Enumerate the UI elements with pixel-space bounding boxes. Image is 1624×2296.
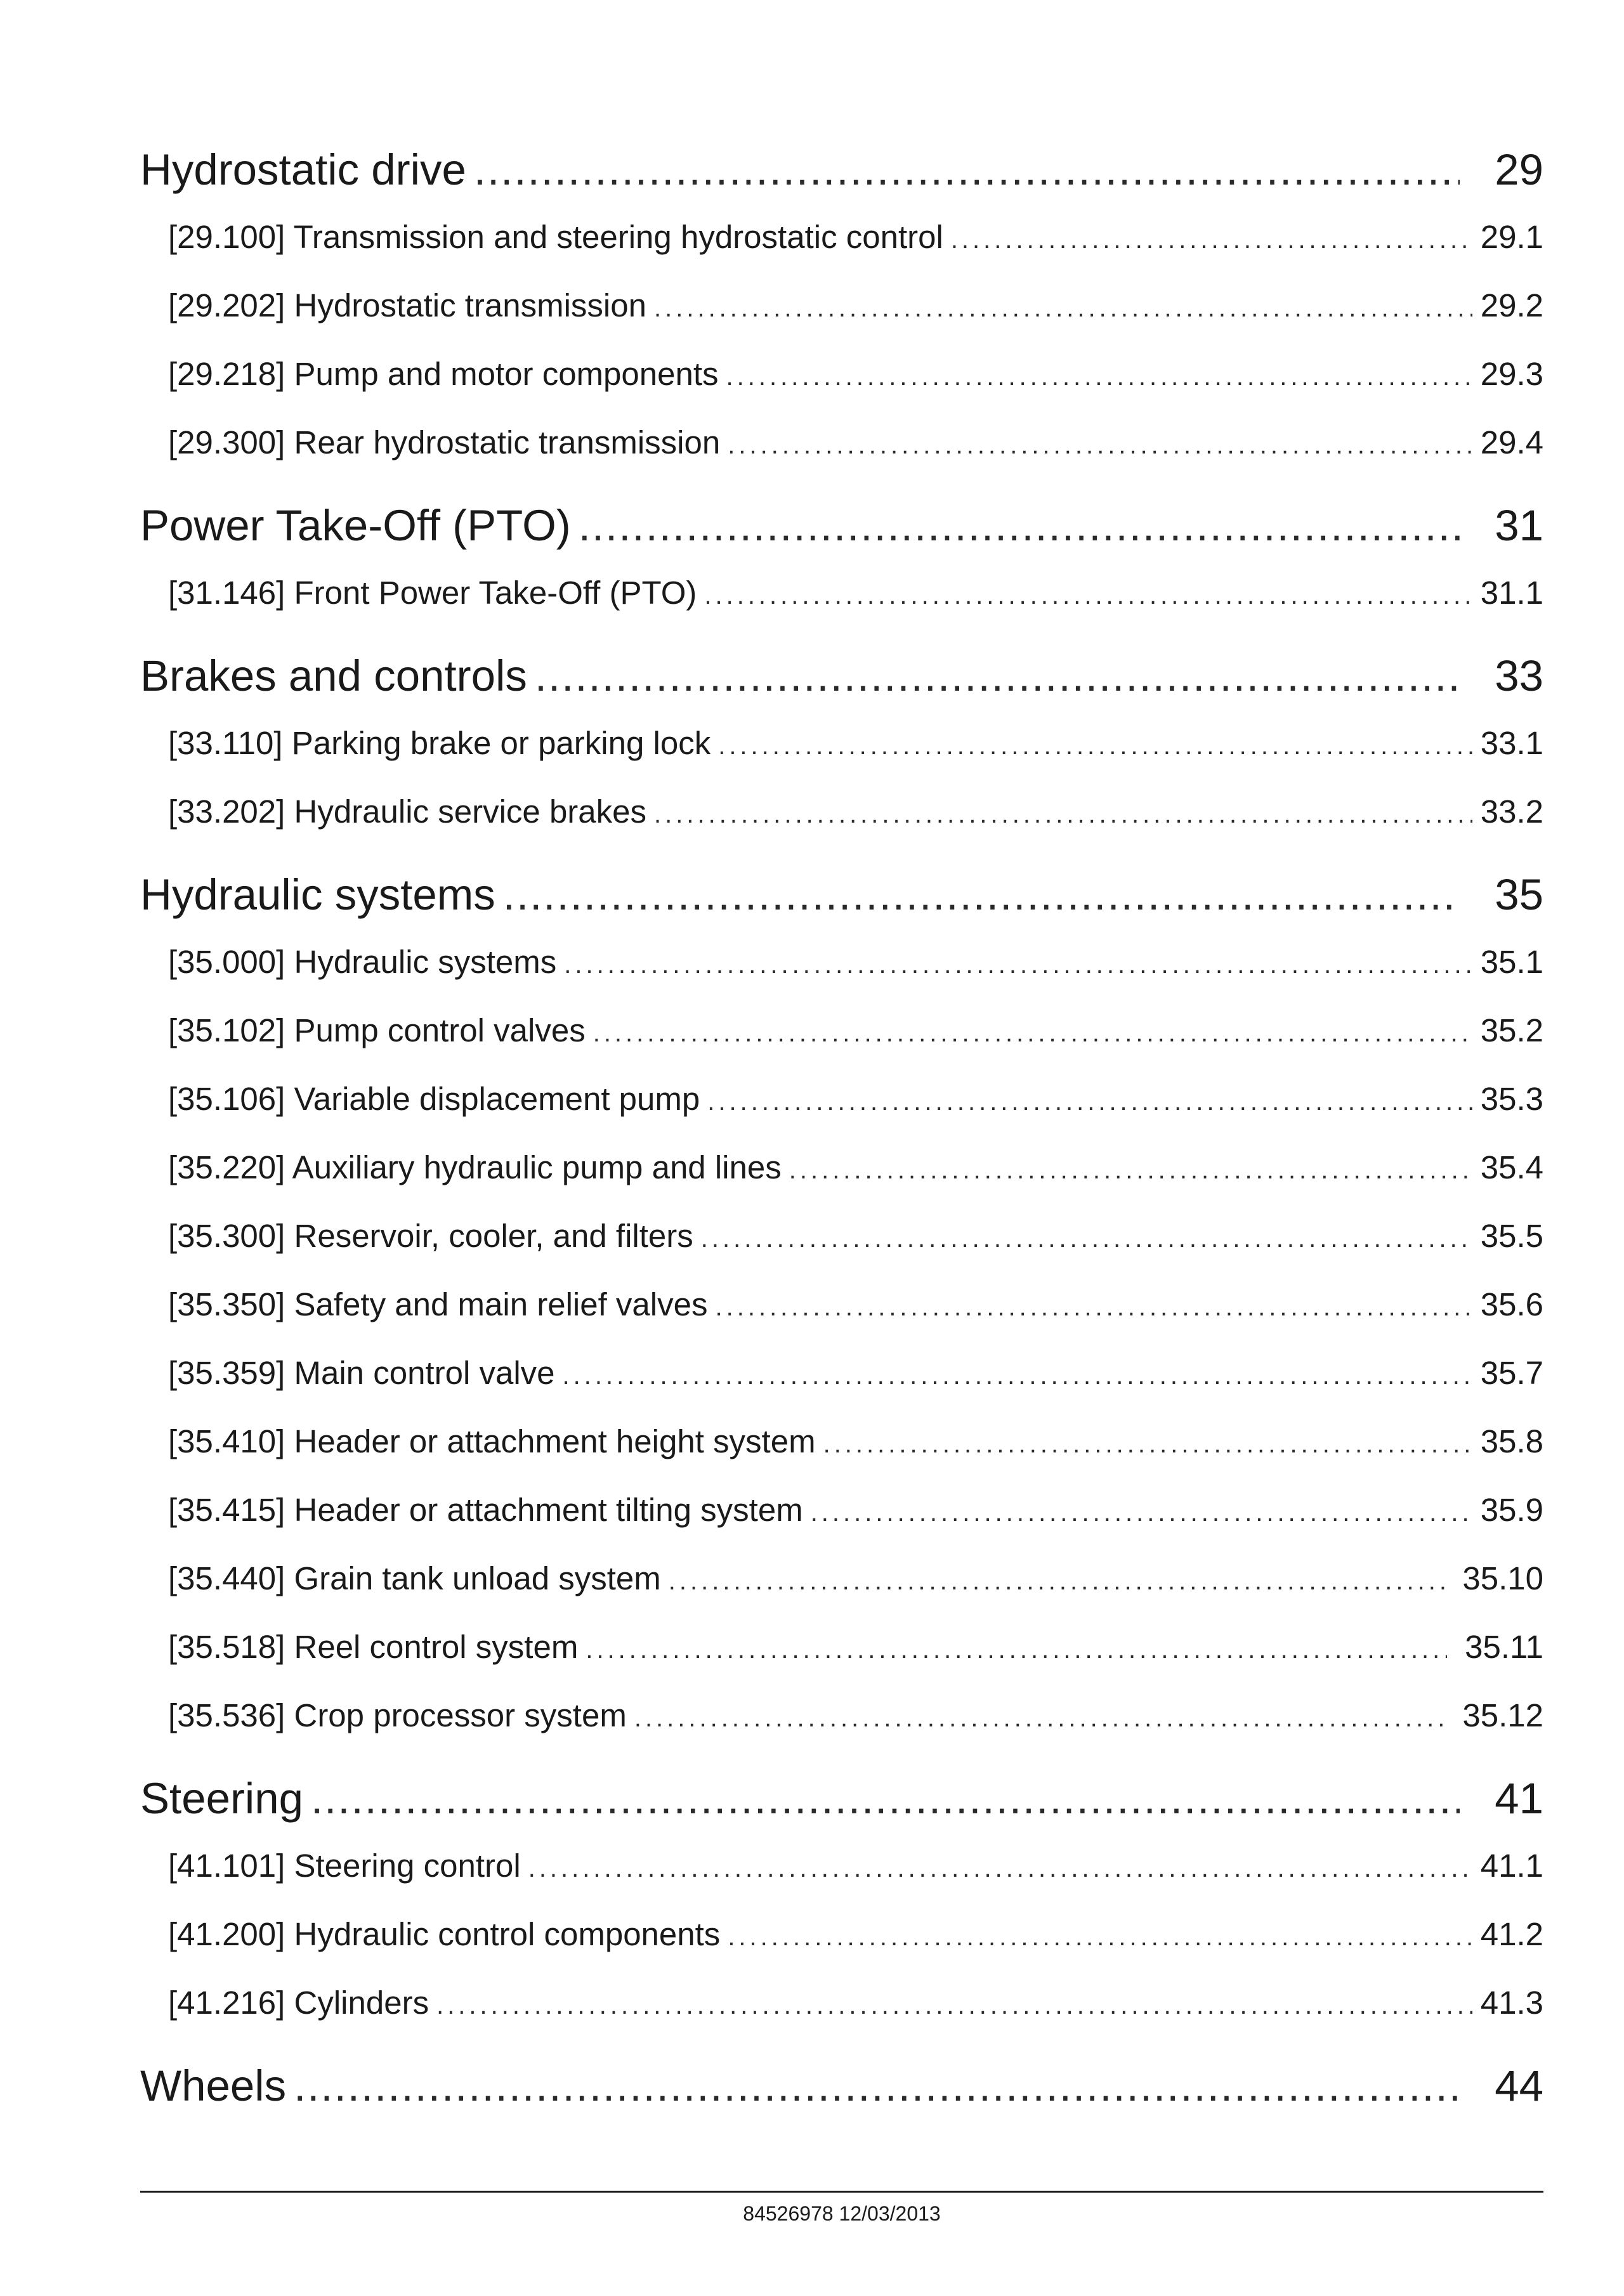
section-title: Hydrostatic drive	[140, 145, 466, 194]
toc-section-power-take-off[interactable]	[140, 492, 1543, 559]
toc-entry[interactable]	[140, 778, 1543, 846]
entry-page-number: 29.3	[1480, 356, 1543, 392]
entry-label: [35.220] Auxiliary hydraulic pump and lines	[168, 1149, 782, 1185]
dot-leader	[704, 561, 1472, 630]
entry-page-number: 35.6	[1480, 1286, 1543, 1322]
section-page-number: 33	[1495, 651, 1543, 700]
toc-section-hydrostatic-drive[interactable]	[140, 136, 1543, 203]
entry-label: [35.102] Pump control valves	[168, 1012, 586, 1048]
dot-leader	[593, 999, 1472, 1067]
toc-section-steering[interactable]	[140, 1765, 1543, 1832]
dot-leader	[311, 1765, 1460, 1832]
entry-label: [35.106] Variable displacement pump	[168, 1081, 700, 1117]
entry-page-number: 29.1	[1480, 219, 1543, 255]
toc-entry[interactable]	[140, 1339, 1543, 1407]
dot-leader	[564, 930, 1472, 999]
toc-entry[interactable]	[140, 1065, 1543, 1133]
dot-leader	[669, 1547, 1447, 1615]
table-of-contents	[140, 136, 1543, 2119]
toc-section-wheels[interactable]	[140, 2052, 1543, 2119]
dot-leader	[728, 1903, 1472, 1971]
entry-page-number: 35.4	[1480, 1149, 1543, 1185]
dot-leader	[811, 1478, 1472, 1547]
entry-label: [29.202] Hydrostatic transmission	[168, 287, 646, 323]
entry-label: [35.359] Main control valve	[168, 1355, 555, 1391]
dot-leader	[789, 1136, 1472, 1204]
entry-page-number: 35.7	[1480, 1355, 1543, 1391]
entry-label: [41.216] Cylinders	[168, 1985, 429, 2021]
dot-leader	[701, 1204, 1472, 1273]
entry-page-number: 35.1	[1480, 944, 1543, 980]
toc-entry[interactable]	[140, 709, 1543, 778]
entry-page-number: 33.1	[1480, 725, 1543, 761]
section-page-number: 41	[1495, 1774, 1543, 1823]
toc-entry[interactable]	[140, 1544, 1543, 1613]
dot-leader	[654, 274, 1472, 342]
entry-page-number: 29.2	[1480, 287, 1543, 323]
toc-section-hydraulic-systems[interactable]	[140, 861, 1543, 928]
dot-leader	[823, 1410, 1472, 1478]
entry-label: [35.350] Safety and main relief valves	[168, 1286, 708, 1322]
dot-leader	[436, 1971, 1472, 2040]
entry-label: [35.440] Grain tank unload system	[168, 1560, 661, 1596]
entry-label: [29.218] Pump and motor components	[168, 356, 719, 392]
section-title: Steering	[140, 1774, 303, 1823]
toc-entry[interactable]	[140, 559, 1543, 627]
dot-leader	[563, 1341, 1472, 1410]
dot-leader	[728, 411, 1472, 479]
dot-leader	[294, 2052, 1460, 2119]
section-title: Wheels	[140, 2061, 287, 2110]
toc-entry[interactable]	[140, 1407, 1543, 1476]
toc-entry[interactable]	[140, 1133, 1543, 1202]
entry-page-number: 41.1	[1480, 1848, 1543, 1884]
entry-label: [33.110] Parking brake or parking lock	[168, 725, 711, 761]
entry-page-number: 35.11	[1465, 1629, 1543, 1665]
dot-leader	[707, 1067, 1472, 1136]
dot-leader	[474, 136, 1460, 203]
entry-label: [41.101] Steering control	[168, 1848, 521, 1884]
toc-entry[interactable]	[140, 1969, 1543, 2037]
toc-section-brakes-and-controls[interactable]	[140, 642, 1543, 709]
section-title: Power Take-Off (PTO)	[140, 501, 571, 550]
toc-entry[interactable]	[140, 1681, 1543, 1750]
entry-page-number: 35.10	[1462, 1560, 1543, 1596]
entry-label: [41.200] Hydraulic control components	[168, 1916, 721, 1952]
entry-label: [35.415] Header or attachment tilting system	[168, 1492, 803, 1528]
entry-page-number: 41.2	[1480, 1916, 1543, 1952]
toc-entry[interactable]	[140, 1476, 1543, 1544]
entry-page-number: 31.1	[1480, 575, 1543, 611]
entry-page-number: 35.3	[1480, 1081, 1543, 1117]
footer-divider	[140, 2191, 1543, 2193]
entry-page-number: 29.4	[1480, 424, 1543, 460]
section-page-number: 35	[1495, 870, 1543, 919]
toc-entry[interactable]	[140, 1613, 1543, 1681]
entry-page-number: 41.3	[1480, 1985, 1543, 2021]
entry-label: [35.300] Reservoir, cooler, and filters	[168, 1218, 693, 1254]
toc-entry[interactable]	[140, 408, 1543, 477]
toc-entry[interactable]	[140, 340, 1543, 408]
entry-label: [31.146] Front Power Take-Off (PTO)	[168, 575, 697, 611]
toc-entry[interactable]	[140, 1832, 1543, 1900]
entry-label: [29.300] Rear hydrostatic transmission	[168, 424, 721, 460]
section-title: Hydraulic systems	[140, 870, 495, 919]
entry-label: [35.518] Reel control system	[168, 1629, 579, 1665]
toc-entry[interactable]	[140, 928, 1543, 996]
toc-entry[interactable]	[140, 203, 1543, 271]
entry-page-number: 35.12	[1462, 1697, 1543, 1733]
entry-page-number: 35.8	[1480, 1423, 1543, 1459]
section-title: Brakes and controls	[140, 651, 527, 700]
dot-leader	[718, 712, 1472, 780]
toc-entry[interactable]	[140, 271, 1543, 340]
footer-document-id: 84526978 12/03/2013	[743, 2202, 941, 2225]
dot-leader	[951, 205, 1472, 274]
toc-entry[interactable]	[140, 1270, 1543, 1339]
section-page-number: 31	[1495, 501, 1543, 550]
section-page-number: 44	[1495, 2061, 1543, 2110]
section-page-number: 29	[1495, 145, 1543, 194]
entry-label: [35.410] Header or attachment height system	[168, 1423, 816, 1459]
toc-entry[interactable]	[140, 1900, 1543, 1969]
dot-leader	[654, 780, 1472, 849]
toc-entry[interactable]	[140, 1202, 1543, 1270]
entry-label: [35.000] Hydraulic systems	[168, 944, 557, 980]
entry-label: [35.536] Crop processor system	[168, 1697, 627, 1733]
dot-leader	[586, 1615, 1447, 1684]
entry-page-number: 35.2	[1480, 1012, 1543, 1048]
entry-label: [33.202] Hydraulic service brakes	[168, 793, 647, 830]
dot-leader	[528, 1834, 1472, 1903]
entry-page-number: 33.2	[1480, 793, 1543, 830]
dot-leader	[716, 1273, 1473, 1341]
dot-leader	[503, 861, 1460, 928]
dot-leader	[634, 1684, 1447, 1752]
toc-entry[interactable]	[140, 996, 1543, 1065]
entry-page-number: 35.5	[1480, 1218, 1543, 1254]
entry-page-number: 35.9	[1480, 1492, 1543, 1528]
dot-leader	[579, 492, 1460, 559]
entry-label: [29.100] Transmission and steering hydrostatic control	[168, 219, 943, 255]
dot-leader	[535, 642, 1460, 709]
dot-leader	[726, 342, 1472, 411]
